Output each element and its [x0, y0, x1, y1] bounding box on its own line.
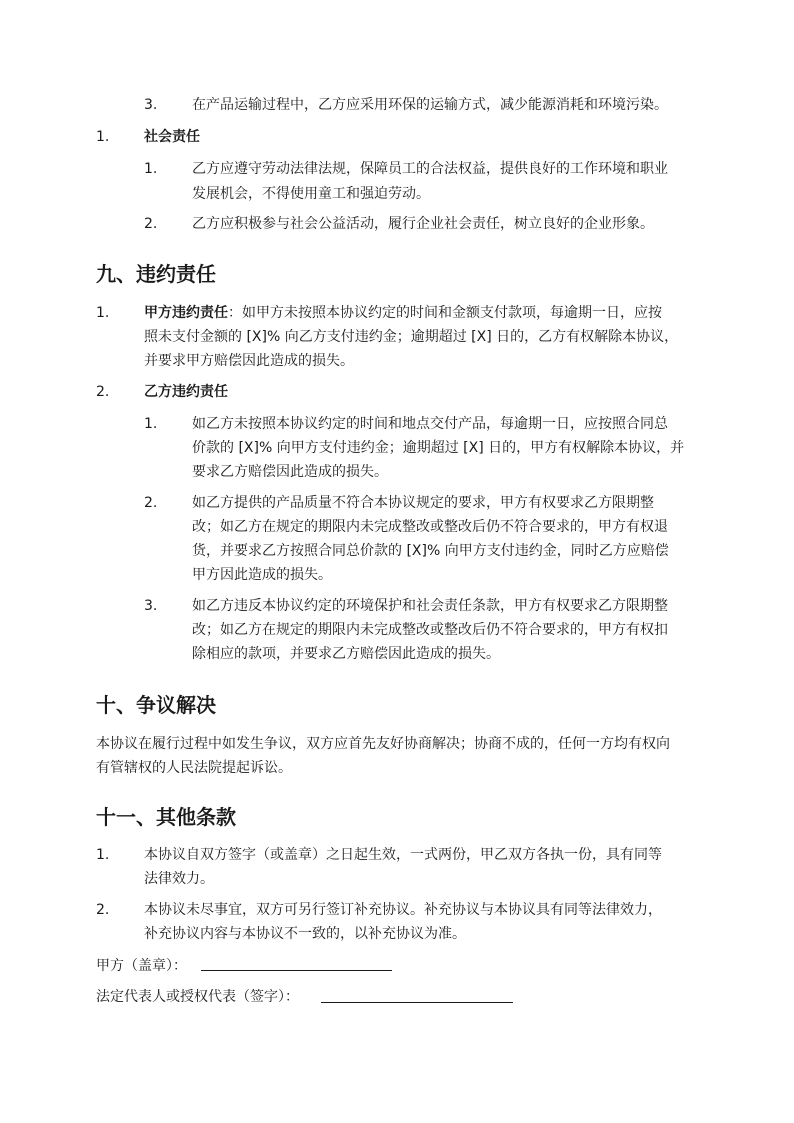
subsection-title: 乙方违约责任 [144, 384, 228, 400]
list-number: 1. [96, 129, 110, 145]
list-item-text: 甲方因此造成的损失。 [192, 567, 332, 583]
list-item-text: 乙方应积极参与社会公益活动，履行企业社会责任，树立良好的企业形象。 [192, 216, 654, 232]
list-item-text: 改；如乙方在规定的期限内未完成整改或整改后仍不符合要求的，甲方有权退 [192, 519, 668, 535]
list-number: 2. [96, 902, 110, 918]
list-item-text: 货，并要求乙方按照合同总价款的 [X]% 向甲方支付违约金，同时乙方应赔偿 [192, 543, 669, 559]
list-number: 3. [144, 598, 158, 614]
paragraph-text: 有管辖权的人民法院提起诉讼。 [96, 760, 292, 776]
list-item-text: 照未支付金额的 [X]% 向乙方支付违约金；逾期超过 [X] 日的，乙方有权解除本协议， [144, 329, 679, 345]
list-number: 1. [144, 416, 158, 432]
list-item-text: 法律效力。 [144, 871, 214, 887]
subsection-title: 社会责任 [144, 129, 200, 145]
list-item-text: 并要求甲方赔偿因此造成的损失。 [144, 353, 354, 369]
party-a-seal-label: 甲方（盖章）： [96, 958, 187, 974]
list-number: 1. [96, 847, 110, 863]
list-number: 1. [144, 161, 158, 177]
list-number: 1. [96, 305, 110, 321]
list-item-text: 如乙方违反本协议约定的环境保护和社会责任条款，甲方有权要求乙方限期整 [192, 598, 668, 614]
list-item-text: 除相应的款项，并要求乙方赔偿因此造成的损失。 [192, 646, 500, 662]
list-item-text: 如乙方未按照本协议约定的时间和地点交付产品，每逾期一日，应按照合同总 [192, 416, 668, 432]
section-heading: 十、争议解决 [96, 693, 216, 717]
list-item-text: 如乙方提供的产品质量不符合本协议规定的要求，甲方有权要求乙方限期整 [192, 495, 654, 511]
representative-signature-label: 法定代表人或授权代表（签字）： [96, 989, 299, 1005]
list-number: 2. [144, 216, 158, 232]
list-item-text: 乙方应遵守劳动法律法规，保障员工的合法权益，提供良好的工作环境和职业 [192, 161, 668, 177]
section-heading: 九、违约责任 [96, 262, 216, 286]
item-label: 甲方违约责任 [144, 305, 228, 321]
list-item-text: 改；如乙方在规定的期限内未完成整改或整改后仍不符合要求的，甲方有权扣 [192, 622, 668, 638]
section-heading: 十一、其他条款 [96, 805, 236, 829]
list-item-text: 本协议自双方签字（或盖章）之日起生效，一式两份，甲乙双方各执一份，具有同等 [144, 847, 662, 863]
list-item-text: 在产品运输过程中，乙方应采用环保的运输方式，减少能源消耗和环境污染。 [192, 97, 668, 113]
list-number: 2. [96, 384, 110, 400]
list-item-text: 价款的 [X]% 向甲方支付违约金；逾期超过 [X] 日的，甲方有权解除本协议，并 [192, 440, 685, 456]
list-number: 2. [144, 495, 158, 511]
list-item-text: 要求乙方赔偿因此造成的损失。 [192, 464, 388, 480]
paragraph-text: 本协议在履行过程中如发生争议，双方应首先友好协商解决；协商不成的，任何一方均有权向 [96, 736, 670, 752]
list-item-text: 补充协议内容与本协议不一致的，以补充协议为准。 [144, 926, 466, 942]
representative-signature-line[interactable] [321, 1002, 513, 1003]
list-item-text [144, 300, 662, 326]
list-item-text: 本协议未尽事宜，双方可另行签订补充协议。补充协议与本协议具有同等法律效力， [144, 902, 662, 918]
item-text: ：如甲方未按照本协议约定的时间和金额支付款项，每逾期一日，应按 [228, 305, 662, 321]
party-a-seal-line[interactable] [201, 970, 392, 971]
list-item-text: 发展机会，不得使用童工和强迫劳动。 [192, 186, 430, 202]
list-number: 3. [144, 97, 158, 113]
